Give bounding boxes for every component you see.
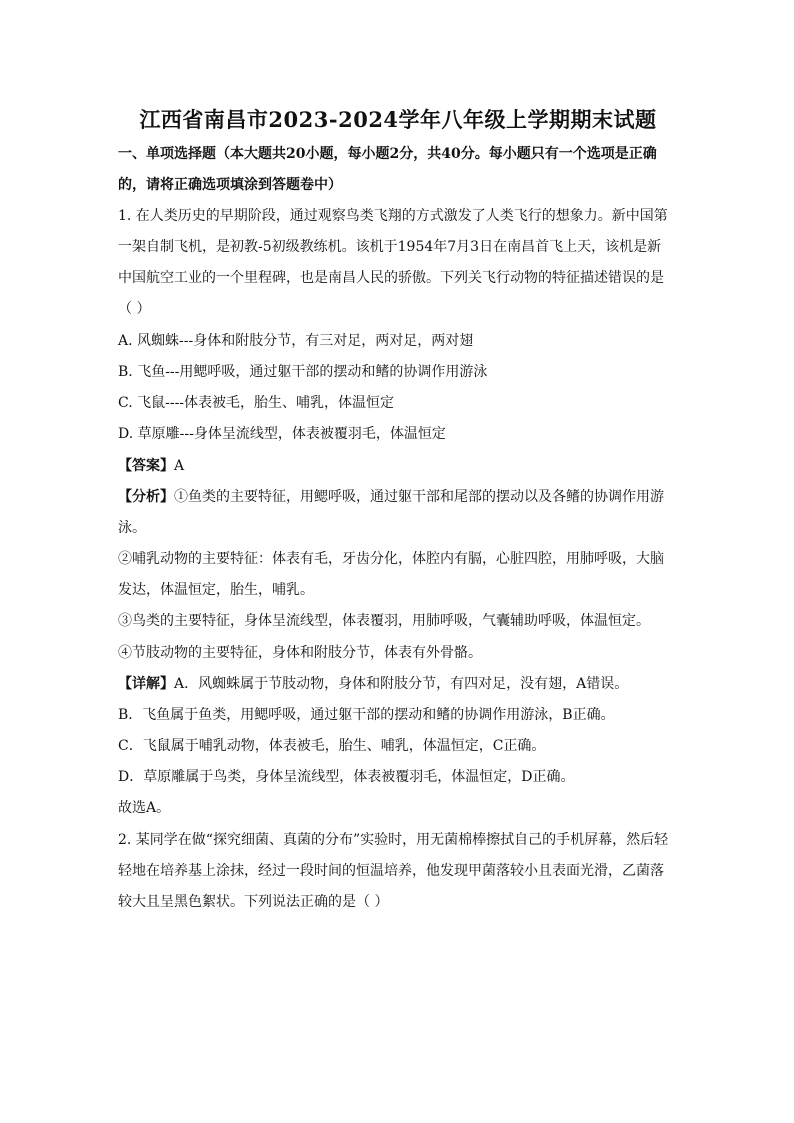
q1-option-c: C. 飞鼠----体表被毛，胎生、哺乳，体温恒定 <box>118 395 395 411</box>
q1-detail <box>118 674 628 694</box>
q1-analysis-line: 发达，体温恒定，胎生，哺乳。 <box>118 582 314 598</box>
q1-detail-line: B．飞鱼属于鱼类，用鳃呼吸，通过躯干部的摆动和鳍的协调作用游泳，B正确。 <box>118 707 615 723</box>
q1-analysis <box>118 487 664 507</box>
page-title: 江西省南昌市2023-2024学年八年级上学期期末试题 <box>139 107 657 132</box>
q1-detail-line: C．飞鼠属于哺乳动物，体表被毛，胎生、哺乳，体温恒定，C正确。 <box>118 738 546 754</box>
detail-text: A．风蜘蛛属于节肢动物，身体和附肢分节，有四对足，没有翅，A错误。 <box>174 676 629 692</box>
q1-answer <box>118 456 184 476</box>
q1-option-b: B. 飞鱼---用鳃呼吸，通过躯干部的摆动和鳍的协调作用游泳 <box>118 364 488 380</box>
q1-stem: 中国航空工业的一个里程碑，也是南昌人民的骄傲。下列关飞行动物的特征描述错误的是 <box>118 270 664 286</box>
q1-analysis-line: ②哺乳动物的主要特征：体表有毛，牙齿分化，体腔内有膈，心脏四腔，用肺呼吸，大脑 <box>118 551 664 567</box>
answer-label: 【答案】 <box>118 458 174 474</box>
q1-stem: （ ） <box>118 301 151 317</box>
section-heading-cont: 的，请将正确选项填涂到答题卷中） <box>118 177 342 193</box>
answer-value: A <box>174 458 185 474</box>
q2-stem: 2. 某同学在做“探究细菌、真菌的分布”实验时，用无菌棉棒擦拭自己的手机屏幕，然后轻 <box>118 832 669 848</box>
q1-analysis-line: 泳。 <box>118 520 146 536</box>
q1-stem: 1. 在人类历史的早期阶段，通过观察鸟类飞翔的方式激发了人类飞行的想象力。新中国第 <box>118 208 668 224</box>
analysis-label: 【分析】 <box>118 489 174 505</box>
q2-stem: 较大且呈黑色絮状。下列说法正确的是（ ） <box>118 894 389 910</box>
section-heading: 一、单项选择题（本大题共20小题，每小题2分，共40分。每小题只有一个选项是正确 <box>118 146 657 162</box>
q1-conclusion: 故选A。 <box>118 800 171 816</box>
q1-option-d: D. 草原雕---身体呈流线型，体表被覆羽毛，体温恒定 <box>118 426 446 442</box>
detail-label: 【详解】 <box>118 676 174 692</box>
q1-option-a: A. 风蜘蛛---身体和附肢分节，有三对足，两对足，两对翅 <box>118 333 474 349</box>
q1-analysis-line: ③鸟类的主要特征，身体呈流线型，体表覆羽，用肺呼吸，气囊辅助呼吸，体温恒定。 <box>118 613 650 629</box>
q1-stem: 一架自制飞机，是初教-5初级教练机。该机于1954年7月3日在南昌首飞上天，该机是新 <box>118 239 662 255</box>
analysis-text: ①鱼类的主要特征，用鳃呼吸，通过躯干部和尾部的摆动以及各鳍的协调作用游 <box>174 489 664 505</box>
q1-analysis-line: ④节肢动物的主要特征，身体和附肢分节，体表有外骨骼。 <box>118 645 482 661</box>
q2-stem: 轻地在培养基上涂抹，经过一段时间的恒温培养，他发现甲菌落较小且表面光滑，乙菌落 <box>118 863 664 879</box>
q1-detail-line: D．草原雕属于鸟类，身体呈流线型，体表被覆羽毛，体温恒定，D正确。 <box>118 769 575 785</box>
